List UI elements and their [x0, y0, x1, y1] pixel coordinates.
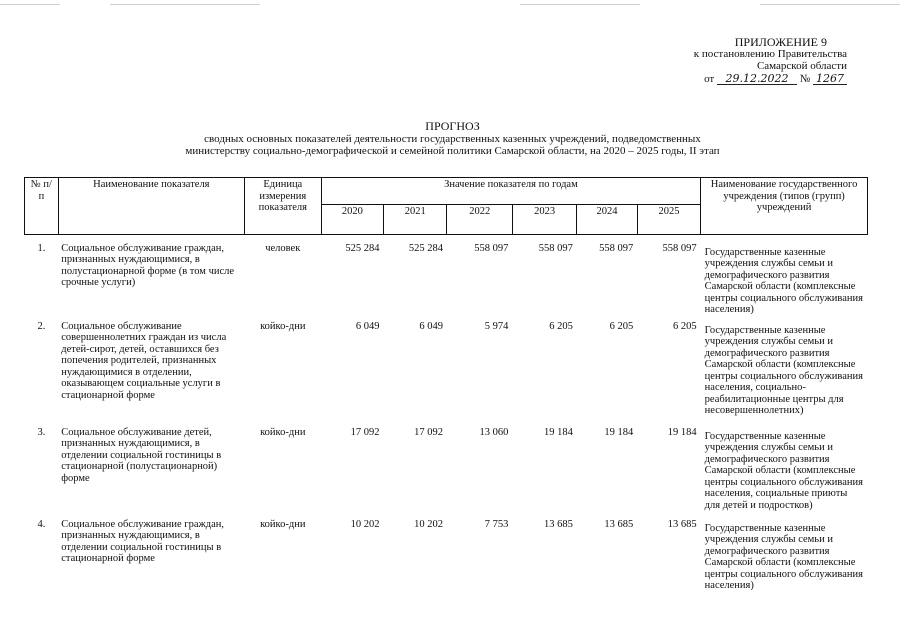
approval-line: Самарской области	[756, 60, 847, 72]
table-row	[25, 321, 868, 427]
organization-cell: Государственные казенные учреждения службы семьи и демографического развития Самарской области (комплексные центры социального обслуживания населения, социальные приюты для детей и подростков)	[704, 430, 863, 511]
indicator-name: Социальное обслуживание граждан, признанных нуждающимися, в отделении социальной гостиницы в стационарной форме	[61, 518, 225, 564]
value-cell: 558 097	[662, 242, 697, 254]
approval-block	[694, 36, 847, 85]
subtitle-line: сводных основных показателей деятельности государственных казенных учреждений, подведомственных	[204, 133, 701, 145]
value-cell: 17 092	[414, 426, 443, 438]
document-subtitle	[100, 133, 805, 157]
value-cell: 17 092	[350, 426, 380, 438]
header-year: 2021	[384, 205, 447, 235]
value-cell: 6 205	[549, 320, 573, 332]
indicator-name: Социальное обслуживание совершеннолетних граждан из числа детей-сирот, детей, оставшихся без попечения родителей, признанных нуждающимися в отделении, оказывающем социальные услуги в стационарной форме	[61, 320, 227, 401]
value-cell: 6 205	[673, 320, 697, 332]
scan-edge-line	[760, 4, 900, 5]
value-cell: 558 097	[538, 242, 573, 254]
table-row	[25, 243, 868, 321]
appendix-heading: ПРИЛОЖЕНИЕ 9	[734, 35, 827, 49]
scan-edge-line	[110, 4, 260, 5]
value-cell: 525 284	[408, 242, 443, 254]
indicator-name: Социальное обслуживание детей, признанных нуждающимися, в отделении социальной гостиницы в стационарной (полустационарной) форме	[61, 426, 222, 484]
header-values: Значение показателя по годам	[321, 178, 701, 205]
organization-cell: Государственные казенные учреждения службы семьи и демографического развития Самарской области (комплексные центры социального обслуживания населения, социально-реабилитационные центры для несовершеннолетних)	[704, 324, 863, 416]
value-cell: 6 205	[609, 320, 634, 332]
header-year: 2020	[321, 205, 383, 235]
value-cell: 6 049	[355, 320, 380, 332]
value-cell: 13 685	[667, 518, 697, 530]
header-org: Наименование государственного учреждения (типов (групп) учреждений	[701, 178, 868, 235]
header-name: Наименование показателя	[58, 178, 244, 235]
scan-edge-line	[0, 4, 60, 5]
value-cell: 558 097	[474, 242, 509, 254]
organization-cell: Государственные казенные учреждения службы семьи и демографического развития Самарской области (комплексные центры социального обслуживания населения)	[704, 246, 863, 315]
date-label: от	[704, 73, 715, 85]
unit-cell: койко-дни	[260, 518, 306, 530]
table-row	[25, 519, 868, 599]
number-label: №	[799, 73, 811, 85]
header-year: 2025	[637, 205, 700, 235]
scan-edge-line	[520, 4, 640, 5]
unit-cell: койко-дни	[260, 320, 306, 332]
approval-signature-line	[694, 73, 847, 85]
header-year: 2022	[447, 205, 512, 235]
row-index: 3.	[37, 426, 46, 438]
value-cell: 13 060	[479, 426, 509, 438]
header-year: 2023	[512, 205, 576, 235]
decree-number: 1267	[813, 73, 847, 85]
value-cell: 13 685	[604, 518, 634, 530]
value-cell: 5 974	[484, 320, 509, 332]
row-index: 4.	[37, 518, 46, 530]
approval-line: к постановлению Правительства	[693, 48, 847, 60]
table-row	[25, 427, 868, 519]
value-cell: 19 184	[667, 426, 697, 438]
row-index: 2.	[37, 320, 46, 332]
decree-date: 29.12.2022	[717, 73, 797, 85]
value-cell: 19 184	[543, 426, 573, 438]
unit-cell: койко-дни	[260, 426, 306, 438]
forecast-table	[24, 177, 868, 599]
header-year: 2024	[577, 205, 637, 235]
row-index: 1.	[37, 242, 46, 254]
value-cell: 19 184	[604, 426, 634, 438]
unit-cell: человек	[265, 242, 301, 254]
header-unit: Единица измерения показателя	[244, 178, 321, 235]
indicator-name: Социальное обслуживание граждан, признанных нуждающимися, в полустационарной форме (в том числе срочные услуги)	[61, 242, 235, 288]
value-cell: 10 202	[350, 518, 380, 530]
value-cell: 6 049	[419, 320, 443, 332]
value-cell: 558 097	[599, 242, 634, 254]
organization-cell: Государственные казенные учреждения службы семьи и демографического развития Самарской области (комплексные центры социального обслуживания населения)	[704, 522, 863, 591]
document-title: ПРОГНОЗ	[425, 119, 480, 133]
value-cell: 7 753	[484, 518, 509, 530]
subtitle-line: министерству социально-демографической и семейной политики Самарской области, на 2020 – 2025 годы, II этап	[185, 145, 720, 157]
value-cell: 10 202	[414, 518, 443, 530]
value-cell: 525 284	[345, 242, 380, 254]
value-cell: 13 685	[543, 518, 573, 530]
header-num: № п/п	[25, 178, 59, 235]
